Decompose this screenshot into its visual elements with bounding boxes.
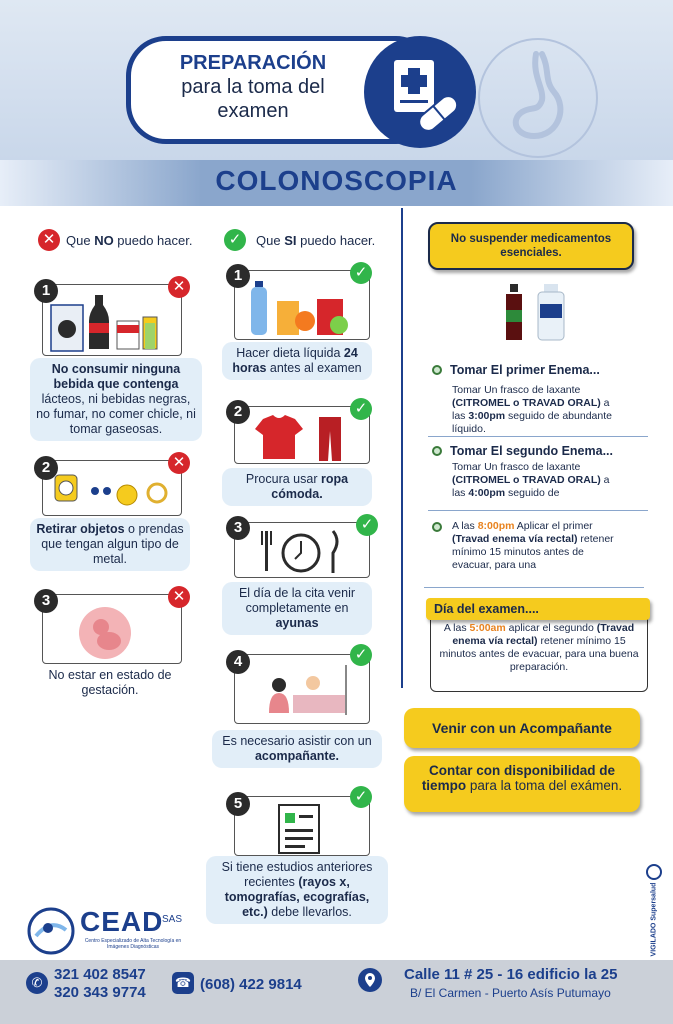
yes-item-3-frame [234,522,370,578]
step-3-bullet-icon [432,522,442,532]
cead-logo-tagline: Centro Especializado de Alta Tecnología en Imágenes Diagnósticas [84,938,182,950]
no-item-1-text: No consumir ninguna bebida que contenga lácteos, ni bebidas negras, no fumar, no comer chicle, ni tomar gaseosas. [30,358,202,441]
yes-item-4-check-icon: ✓ [350,644,372,666]
cead-logo-name: CEAD [80,906,164,937]
companion-icon [235,655,371,725]
yes-item-2-text: Procura usar ropa cómoda. [222,468,372,506]
whatsapp-icon: ✆ [26,972,48,994]
pregnancy-icon [43,595,183,665]
yes-item-2-check-icon: ✓ [350,398,372,420]
page-subtitle-line1: para la toma del [181,76,325,98]
yes-item-4-number: 4 [226,650,250,674]
no-item-1-number: 1 [34,279,58,303]
drinks-icon [43,285,183,357]
page-subtitle-line2: examen [217,100,289,122]
no-item-3-frame [42,594,182,664]
stomach-icon [478,38,598,158]
yes-item-5-check-icon: ✓ [350,786,372,808]
no-item-2-x-icon: ✕ [168,452,190,474]
cead-logo-suffix: SAS [162,914,183,925]
yes-item-2-number: 2 [226,400,250,424]
yes-item-3-check-icon: ✓ [356,514,378,536]
no-column-header: Que NO puedo hacer. [66,233,193,248]
vigilado-text: VIGILADO Supersalud [650,882,658,957]
location-pin-icon [358,968,382,992]
footer-landline[interactable]: (608) 422 9814 [200,976,302,993]
yes-item-1-frame [234,270,370,340]
yes-item-4-text: Es necesario asistir con un acompañante. [212,730,382,768]
no-mark-icon: ✕ [38,229,60,251]
step-2-bullet-icon [432,446,442,456]
comfortable-clothes-icon [235,407,371,465]
yes-item-1-number: 1 [226,264,250,288]
notice-medications: No suspender medicamentos esenciales. [428,222,634,270]
vigilado-badge [644,864,664,957]
availability-box: Contar con disponibilidad de tiempo para la toma del exámen. [404,756,640,812]
step-separator-2 [428,510,648,511]
column-divider [401,208,403,688]
yes-item-5-frame [234,796,370,856]
liquid-diet-icon [235,271,371,341]
yes-mark-icon: ✓ [224,229,246,251]
yes-item-1-check-icon: ✓ [350,262,372,284]
no-item-2-frame [42,460,182,516]
banner-title: COLONOSCOPIA [215,165,458,196]
footer-city: B/ El Carmen - Puerto Asís Putumayo [410,986,611,1000]
footer-address: Calle 11 # 25 - 16 edificio la 25 [404,966,618,983]
yes-item-2-frame [234,406,370,464]
no-item-3-x-icon: ✕ [168,586,190,608]
no-item-1-x-icon: ✕ [168,276,190,298]
step-3-text: A las 8:00pm Aplicar el primer (Travad enema vía rectal) retener mínimo 15 minutos antes de evacuar, para una [452,520,614,571]
exam-day-title: Día del examen.... [426,598,650,620]
page-title: PREPARACIÓN [179,52,327,74]
step-2-title: Tomar El segundo Enema... [450,444,613,458]
yes-item-3-number: 3 [226,516,250,540]
yes-item-3-text: El día de la cita venir completamente en ayunas [222,582,372,635]
yes-item-5-number: 5 [226,792,250,816]
footer-phone-2[interactable]: 320 343 9774 [54,984,146,1001]
fasting-icon [235,523,371,579]
step-separator-3 [424,587,644,588]
metal-objects-icon [43,461,183,517]
yes-item-1-text: Hacer dieta líquida 24 horas antes al examen [222,342,372,380]
phone-icon: ☎ [172,972,194,994]
no-item-3-text: No estar en estado de gestación. [48,668,172,697]
laxative-bottles-icon [498,282,578,342]
footer-phone-1[interactable]: 321 402 8547 [54,966,146,983]
yes-column-header: Que SI puedo hacer. [256,233,376,248]
companion-box: Venir con un Acompañante [404,708,640,748]
step-1-text: Tomar Un frasco de laxante (CITROMEL o TRAVAD ORAL) a las 3:00pm seguido de abundante líquido. [452,384,612,435]
no-item-2-text: Retirar objetos o prendas que tengan algun tipo de metal. [30,518,190,571]
step-separator-1 [428,436,648,437]
exam-day-text: A las 5:00am aplicar el segundo (Travad enema vía rectal) retener mínimo 15 minutos antes de evacuar, para una buena preparación. [439,622,639,673]
step-1-bullet-icon [432,365,442,375]
no-item-1-frame [42,284,182,356]
step-2-text: Tomar Un frasco de laxante (CITROMEL o TRAVAD ORAL) a las 4:00pm seguido de [452,461,610,499]
no-item-2-number: 2 [34,456,58,480]
yes-item-4-frame [234,654,370,724]
medical-records-icon [235,797,371,857]
step-1-title: Tomar El primer Enema... [450,363,600,377]
yes-item-5-text: Si tiene estudios anteriores recientes (rayos x, tomografías, ecografías, etc.) debe llevarlos. [206,856,388,924]
no-item-3-number: 3 [34,589,58,613]
cead-logo-icon [26,906,76,956]
medical-form-icon [364,36,476,148]
